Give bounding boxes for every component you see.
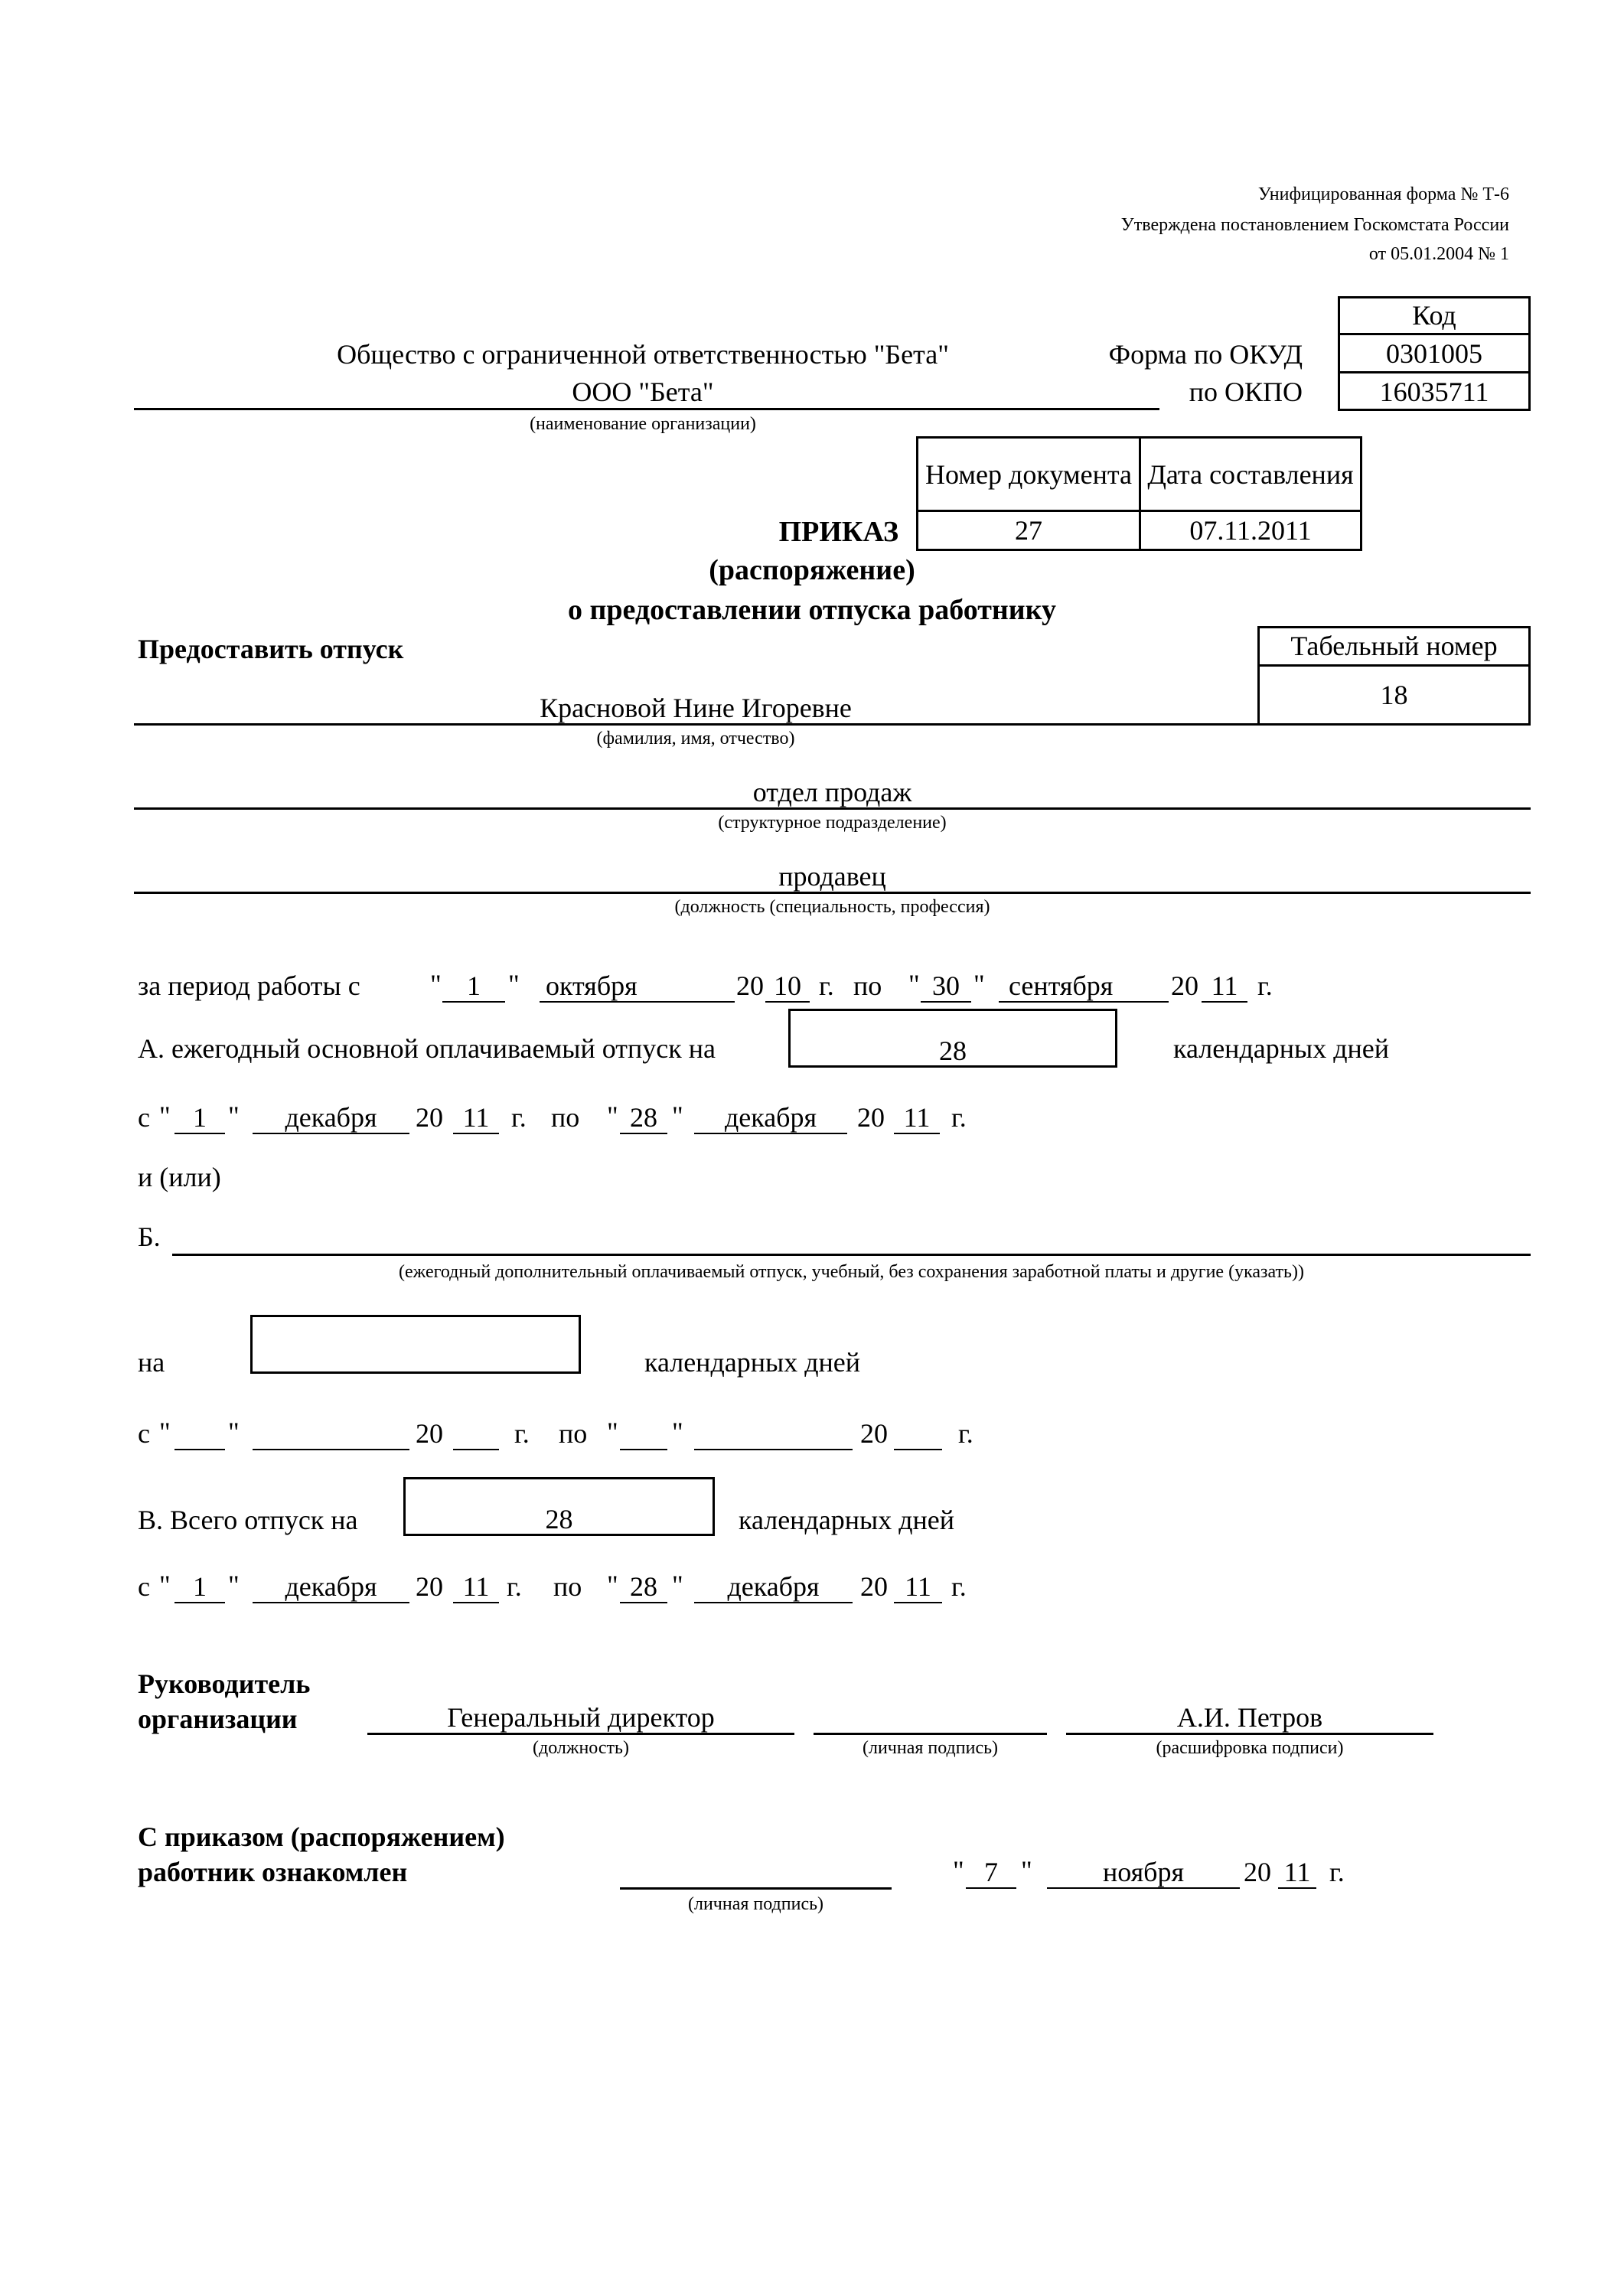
ack-month: ноября <box>1102 1857 1184 1887</box>
tab-number: 18 <box>1380 679 1408 710</box>
leave-a-from-day: 1 <box>193 1102 207 1133</box>
manager-position: Генеральный директор <box>447 1702 715 1733</box>
period-to-year: 11 <box>1211 970 1238 1001</box>
tab-number-header: Табельный номер <box>1290 631 1498 662</box>
leave-v-days-label: календарных дней <box>739 1505 955 1535</box>
okud-value: 0301005 <box>1386 338 1482 369</box>
leave-v-from-month: декабря <box>285 1571 377 1602</box>
manager-label-2: организации <box>138 1704 298 1734</box>
document-date: 07.11.2011 <box>1189 514 1312 546</box>
form-name: Унифицированная форма № Т-6 <box>1257 184 1509 204</box>
department: отдел продаж <box>752 777 912 807</box>
organization-full-name: Общество с ограниченной ответственностью "Бета" <box>337 339 949 370</box>
leave-a-from-month: декабря <box>285 1102 377 1133</box>
position-caption: (должность (специальность, профессия) <box>674 897 990 917</box>
employee-name: Красновой Нине Игоревне <box>540 693 852 723</box>
organization-short-name: ООО "Бета" <box>572 377 714 407</box>
document-date-header: Дата составления <box>1147 458 1354 490</box>
period-from-year: 10 <box>774 970 801 1001</box>
leave-v-label: В. Всего отпуск на <box>138 1505 358 1535</box>
leave-b-caption: (ежегодный дополнительный оплачиваемый отпуск, учебный, без сохранения заработной платы и другие (указать)) <box>399 1262 1304 1282</box>
grant-leave-label: Предоставить отпуск <box>138 634 404 664</box>
leave-a-to-year: 11 <box>903 1102 931 1133</box>
leave-v-days: 28 <box>545 1504 573 1534</box>
manager-position-caption: (должность) <box>533 1738 629 1758</box>
leave-a-label: А. ежегодный основной оплачиваемый отпуск на <box>138 1033 716 1064</box>
document-number: 27 <box>1015 514 1042 546</box>
leave-v-from-year: 11 <box>462 1571 490 1602</box>
leave-a-from-year: 11 <box>462 1102 490 1133</box>
okpo-value: 16035711 <box>1379 376 1489 407</box>
leave-a-days: 28 <box>939 1035 967 1066</box>
document-subtitle: (распоряжение) <box>709 554 915 586</box>
leave-b-days-box <box>250 1315 581 1374</box>
document-subject: о предоставлении отпуска работнику <box>567 594 1057 626</box>
okud-label: Форма по ОКУД <box>1108 339 1303 370</box>
leave-a-days-label: календарных дней <box>1173 1033 1390 1064</box>
code-header: Код <box>1412 299 1456 331</box>
employee-name-caption: (фамилия, имя, отчество) <box>596 729 795 748</box>
manager-decoded-caption: (расшифровка подписи) <box>1156 1738 1344 1758</box>
leave-v-to-day: 28 <box>630 1571 657 1602</box>
ack-day: 7 <box>984 1857 998 1887</box>
period-from-month: октября <box>546 970 638 1001</box>
leave-b-on-label: на <box>138 1347 165 1378</box>
period-from-day: 1 <box>467 970 481 1001</box>
ack-label-1: С приказом (распоряжением) <box>138 1821 505 1852</box>
department-caption: (структурное подразделение) <box>718 813 947 833</box>
ack-label-2: работник ознакомлен <box>138 1857 408 1887</box>
manager-label-1: Руководитель <box>138 1668 311 1699</box>
leave-v-from-day: 1 <box>193 1571 207 1602</box>
form-approved-date: от 05.01.2004 № 1 <box>1368 244 1509 264</box>
organization-caption: (наименование организации) <box>530 414 756 434</box>
leave-v-to-year: 11 <box>905 1571 931 1602</box>
period-label: за период работы с <box>138 970 360 1001</box>
ack-signature-caption: (личная подпись) <box>687 1894 824 1914</box>
okpo-label: по ОКПО <box>1189 377 1303 407</box>
leave-b-label: Б. <box>138 1221 161 1252</box>
leave-b-days-label: календарных дней <box>644 1347 861 1378</box>
document-number-header: Номер документа <box>925 458 1133 490</box>
manager-signature-caption: (личная подпись) <box>862 1738 999 1758</box>
document-title: ПРИКАЗ <box>778 516 898 548</box>
ack-year: 11 <box>1283 1857 1311 1887</box>
period-to-month: сентября <box>1009 970 1114 1001</box>
leave-v-to-month: декабря <box>727 1571 820 1602</box>
leave-a-to-month: декабря <box>724 1102 817 1133</box>
and-or-label: и (или) <box>138 1162 221 1192</box>
leave-a-to-day: 28 <box>630 1102 657 1133</box>
form-approved: Утверждена постановлением Госкомстата России <box>1120 215 1509 235</box>
manager-decoded-name: А.И. Петров <box>1176 1702 1323 1733</box>
position: продавец <box>778 861 886 892</box>
period-to-day: 30 <box>932 970 960 1001</box>
